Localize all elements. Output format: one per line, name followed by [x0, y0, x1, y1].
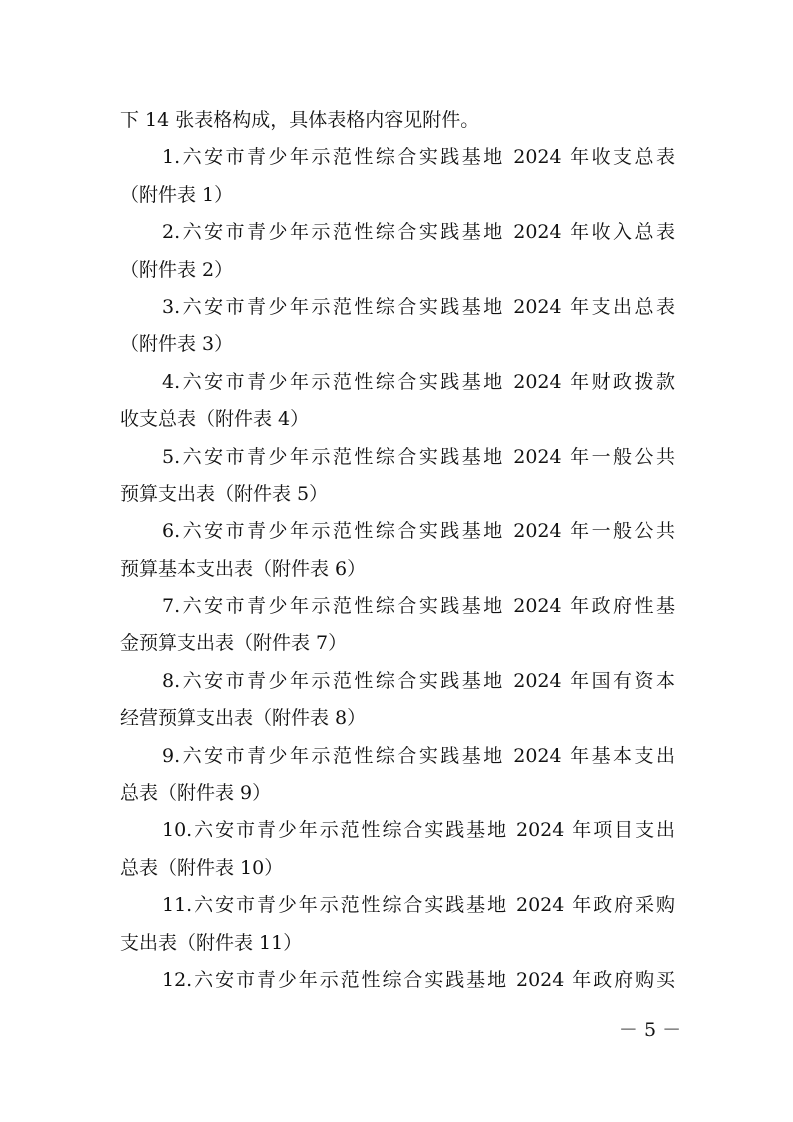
- attachment-item-4-continuation: 收支总表（附件表 4）: [120, 408, 310, 431]
- attachment-item-1-continuation: （附件表 1）: [120, 183, 234, 206]
- attachment-item-2-continuation: （附件表 2）: [120, 258, 234, 281]
- attachment-item-7: 7.六安市青少年示范性综合实践基地 2024 年政府性基: [162, 595, 675, 618]
- attachment-item-8-continuation: 经营预算支出表（附件表 8）: [120, 707, 367, 730]
- page-number: － 5 －: [618, 1019, 682, 1041]
- attachment-item-7-continuation: 金预算支出表（附件表 7）: [120, 632, 348, 655]
- attachment-item-12: 12.六安市青少年示范性综合实践基地 2024 年政府购买: [162, 968, 675, 991]
- document-body: [120, 102, 675, 999]
- attachment-item-9-continuation: 总表（附件表 9）: [120, 782, 272, 805]
- attachment-item-10: 10.六安市青少年示范性综合实践基地 2024 年项目支出: [162, 819, 675, 842]
- attachment-item-11-continuation: 支出表（附件表 11）: [120, 931, 303, 954]
- attachment-item-6-continuation: 预算基本支出表（附件表 6）: [120, 557, 367, 580]
- attachment-item-2: 2.六安市青少年示范性综合实践基地 2024 年收入总表: [162, 221, 675, 244]
- attachment-item-10-continuation: 总表（附件表 10）: [120, 856, 284, 879]
- attachment-item-1: 1.六安市青少年示范性综合实践基地 2024 年收支总表: [162, 146, 675, 169]
- paragraph-line: 下 14 张表格构成，具体表格内容见附件。: [120, 109, 480, 131]
- attachment-item-8: 8.六安市青少年示范性综合实践基地 2024 年国有资本: [162, 669, 675, 692]
- attachment-item-6: 6.六安市青少年示范性综合实践基地 2024 年一般公共: [162, 520, 675, 543]
- attachment-item-3-continuation: （附件表 3）: [120, 333, 234, 356]
- attachment-item-5-continuation: 预算支出表（附件表 5）: [120, 482, 329, 505]
- attachment-item-5: 5.六安市青少年示范性综合实践基地 2024 年一般公共: [162, 445, 675, 468]
- attachment-item-11: 11.六安市青少年示范性综合实践基地 2024 年政府采购: [162, 894, 675, 917]
- attachment-item-9: 9.六安市青少年示范性综合实践基地 2024 年基本支出: [162, 744, 675, 767]
- attachment-item-3: 3.六安市青少年示范性综合实践基地 2024 年支出总表: [162, 295, 675, 318]
- attachment-item-4: 4.六安市青少年示范性综合实践基地 2024 年财政拨款: [162, 370, 675, 393]
